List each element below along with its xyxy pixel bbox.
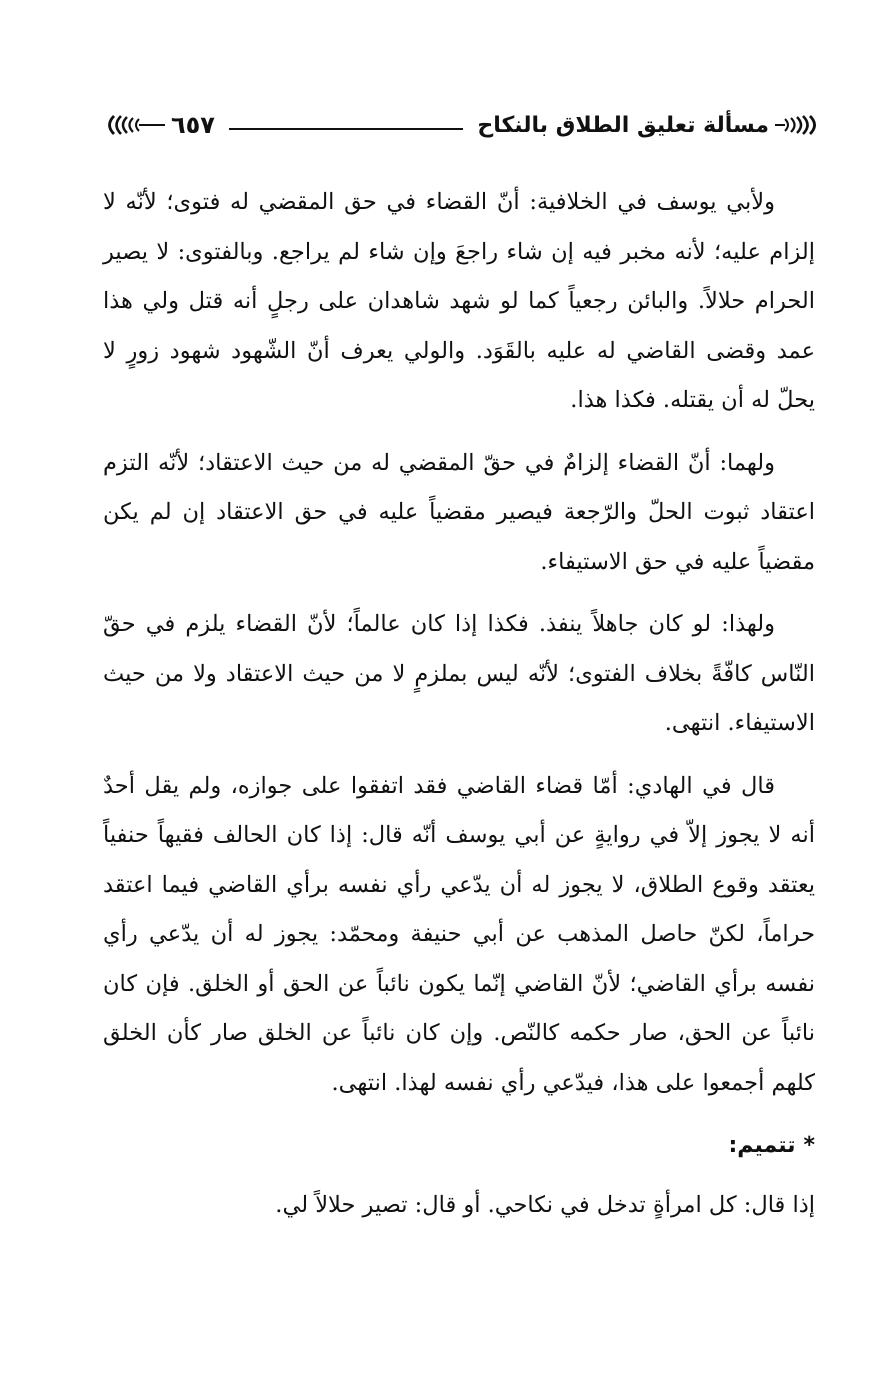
page-body [103, 178, 815, 1243]
page-header [105, 100, 819, 150]
subheading-label: تتميم: [728, 1133, 796, 1158]
star-bullet: * [803, 1133, 815, 1158]
ornament-icon [105, 115, 165, 135]
running-title: مسألة تعليق الطلاق بالنكاح [477, 112, 769, 138]
section-subheading [103, 1121, 815, 1171]
header-page-number-group [105, 111, 215, 139]
page-number: ٦٥٧ [171, 111, 215, 139]
paragraph: إذا قال: كل امرأةٍ تدخل في نكاحي. أو قال: تصير حلالاً لي. [275, 1191, 815, 1218]
paragraph: قال في الهادي: أمّا قضاء القاضي فقد اتفقوا على جوازه، ولم يقل أحدٌ أنه لا يجوز إلاّ في روايةٍ عن أبي يوسف أنّه قال: إذا كان الحالف فقيهاً حنفياً يعتقد وقوع الطلاق، لا يجوز له أن يدّعي رأي نفسه برأي القاضي فيما اعتقد حراماً، لكنّ حاصل المذهب عن أبي حنيفة ومحمّد: يجوز له أن يدّعي رأي نفسه برأي القاضي؛ لأنّ القاضي إنّما يكون نائباً عن الحق أو الخلق. فإن كان نائباً عن الحق، صار حكمه كالنّص. وإن كان نائباً عن الخلق صار كأن الخلق كلهم أجمعوا على هذا، فيدّعي رأي نفسه لهذا. انتهى. [103, 772, 815, 1096]
ornament-icon [775, 115, 819, 135]
header-rule [229, 128, 463, 130]
paragraph: ولهذا: لو كان جاهلاً ينفذ. فكذا إذا كان عالماً؛ لأنّ القضاء يلزم في حقّ النّاس كافّةً بخلاف الفتوى؛ لأنّه ليس بملزمٍ لا من حيث الاعتقاد ولا من حيث الاستيفاء. انتهى. [103, 611, 815, 736]
header-title-group [477, 113, 819, 138]
paragraph: ولأبي يوسف في الخلافية: أنّ القضاء في حق المقضي له فتوى؛ لأنّه لا إلزام عليه؛ لأنه مخبر فيه إن شاء راجعَ وإن شاء لم يراجع. وبالفتوى: لا يصير الحرام حلالاً. والبائن رجعياً كما لو شهد شاهدان على رجلٍ أنه قتل ولي هذا عمد وقضى القاضي له عليه بالقَوَد. والولي يعرف أنّ الشّهود شهود زورٍ لا يحلّ له أن يقتله. فكذا هذا. [103, 189, 815, 413]
paragraph: ولهما: أنّ القضاء إلزامٌ في حقّ المقضي له من حيث الاعتقاد؛ لأنّه التزم اعتقاد ثبوت الحلّ والرّجعة فيصير مقضياً عليه في حق الاعتقاد إن لم يكن مقضياً عليه في حق الاستيفاء. [103, 449, 815, 575]
